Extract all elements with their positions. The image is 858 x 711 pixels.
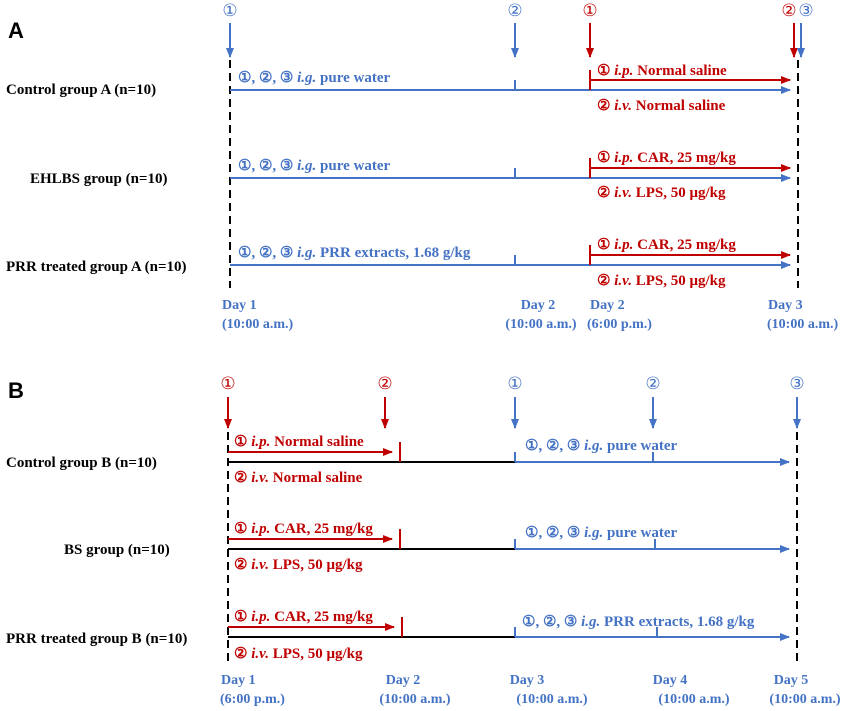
group-label: EHLBS group (n=10) (30, 171, 168, 187)
day-label: Day 1 (222, 298, 257, 313)
ig-label: ①, ②, ③ i.g. pure water (525, 438, 678, 454)
panel-a-marker-1: ① (222, 1, 238, 21)
ip-label: ① i.p. CAR, 25 mg/kg (234, 609, 373, 625)
group-label: BS group (n=10) (64, 542, 170, 558)
panel-b-marker-3: ① (507, 374, 523, 394)
ip-label: ① i.p. Normal saline (234, 434, 364, 450)
iv-label: ② i.v. LPS, 50 μg/kg (597, 185, 726, 201)
day-time-label: (10:00 a.m.) (379, 692, 451, 707)
day-label: Day 3 (509, 673, 545, 688)
ig-label: ①, ②, ③ i.g. pure water (525, 525, 678, 541)
ip-label: ① i.p. Normal saline (597, 63, 727, 79)
day-time-label: (10:00 a.m.) (516, 692, 588, 707)
day-time-label: (10:00 a.m.) (769, 692, 841, 707)
ip-label: ① i.p. CAR, 25 mg/kg (597, 150, 736, 166)
panel-b-letter: B (8, 378, 24, 403)
panel-a-marker-3: ① (582, 1, 598, 21)
group-label: PRR treated group B (n=10) (6, 631, 188, 647)
ig-label: ①, ②, ③ i.g. pure water (238, 70, 391, 86)
iv-label: ② i.v. LPS, 50 μg/kg (234, 646, 363, 662)
day-time-label: (10:00 a.m.) (767, 317, 839, 332)
panel-b-marker-4: ② (645, 374, 661, 394)
panel-b-marker-2: ② (377, 374, 393, 394)
day-time-label: (6:00 p.m.) (587, 317, 652, 332)
iv-label: ② i.v. Normal saline (597, 98, 726, 114)
day-time-label: (6:00 p.m.) (220, 692, 285, 707)
ig-label: ①, ②, ③ i.g. pure water (238, 158, 391, 174)
day-label: Day 2 (385, 673, 421, 688)
day-label: Day 5 (773, 673, 809, 688)
iv-label: ② i.v. LPS, 50 μg/kg (597, 273, 726, 289)
day-time-label: (10:00 a.m.) (658, 692, 730, 707)
day-label: Day 4 (652, 673, 688, 688)
group-label: PRR treated group A (n=10) (6, 259, 187, 275)
ig-label: ①, ②, ③ i.g. PRR extracts, 1.68 g/kg (522, 614, 755, 630)
day-time-label: (10:00 a.m.) (505, 317, 577, 332)
day-label: Day 3 (768, 298, 803, 313)
panel-a-marker-4: ② (781, 1, 797, 21)
day-label: Day 1 (221, 673, 256, 688)
panel-a-letter: A (8, 18, 24, 43)
ig-label: ①, ②, ③ i.g. PRR extracts, 1.68 g/kg (238, 245, 471, 261)
panel-a-marker-5: ③ (798, 1, 814, 21)
group-label: Control group A (n=10) (6, 82, 157, 98)
panel-a (6, 1, 838, 332)
day-time-label: (10:00 a.m.) (222, 317, 294, 332)
iv-label: ② i.v. Normal saline (234, 470, 363, 486)
ip-label: ① i.p. CAR, 25 mg/kg (597, 237, 736, 253)
ip-label: ① i.p. CAR, 25 mg/kg (234, 521, 373, 537)
day-label: Day 2 (520, 298, 556, 313)
day-label: Day 2 (590, 298, 625, 313)
iv-label: ② i.v. LPS, 50 μg/kg (234, 557, 363, 573)
panel-a-marker-2: ② (507, 1, 523, 21)
panel-b-marker-1: ① (220, 374, 236, 394)
panel-b-marker-5: ③ (789, 374, 805, 394)
group-label: Control group B (n=10) (6, 455, 157, 471)
panel-b (6, 374, 841, 707)
